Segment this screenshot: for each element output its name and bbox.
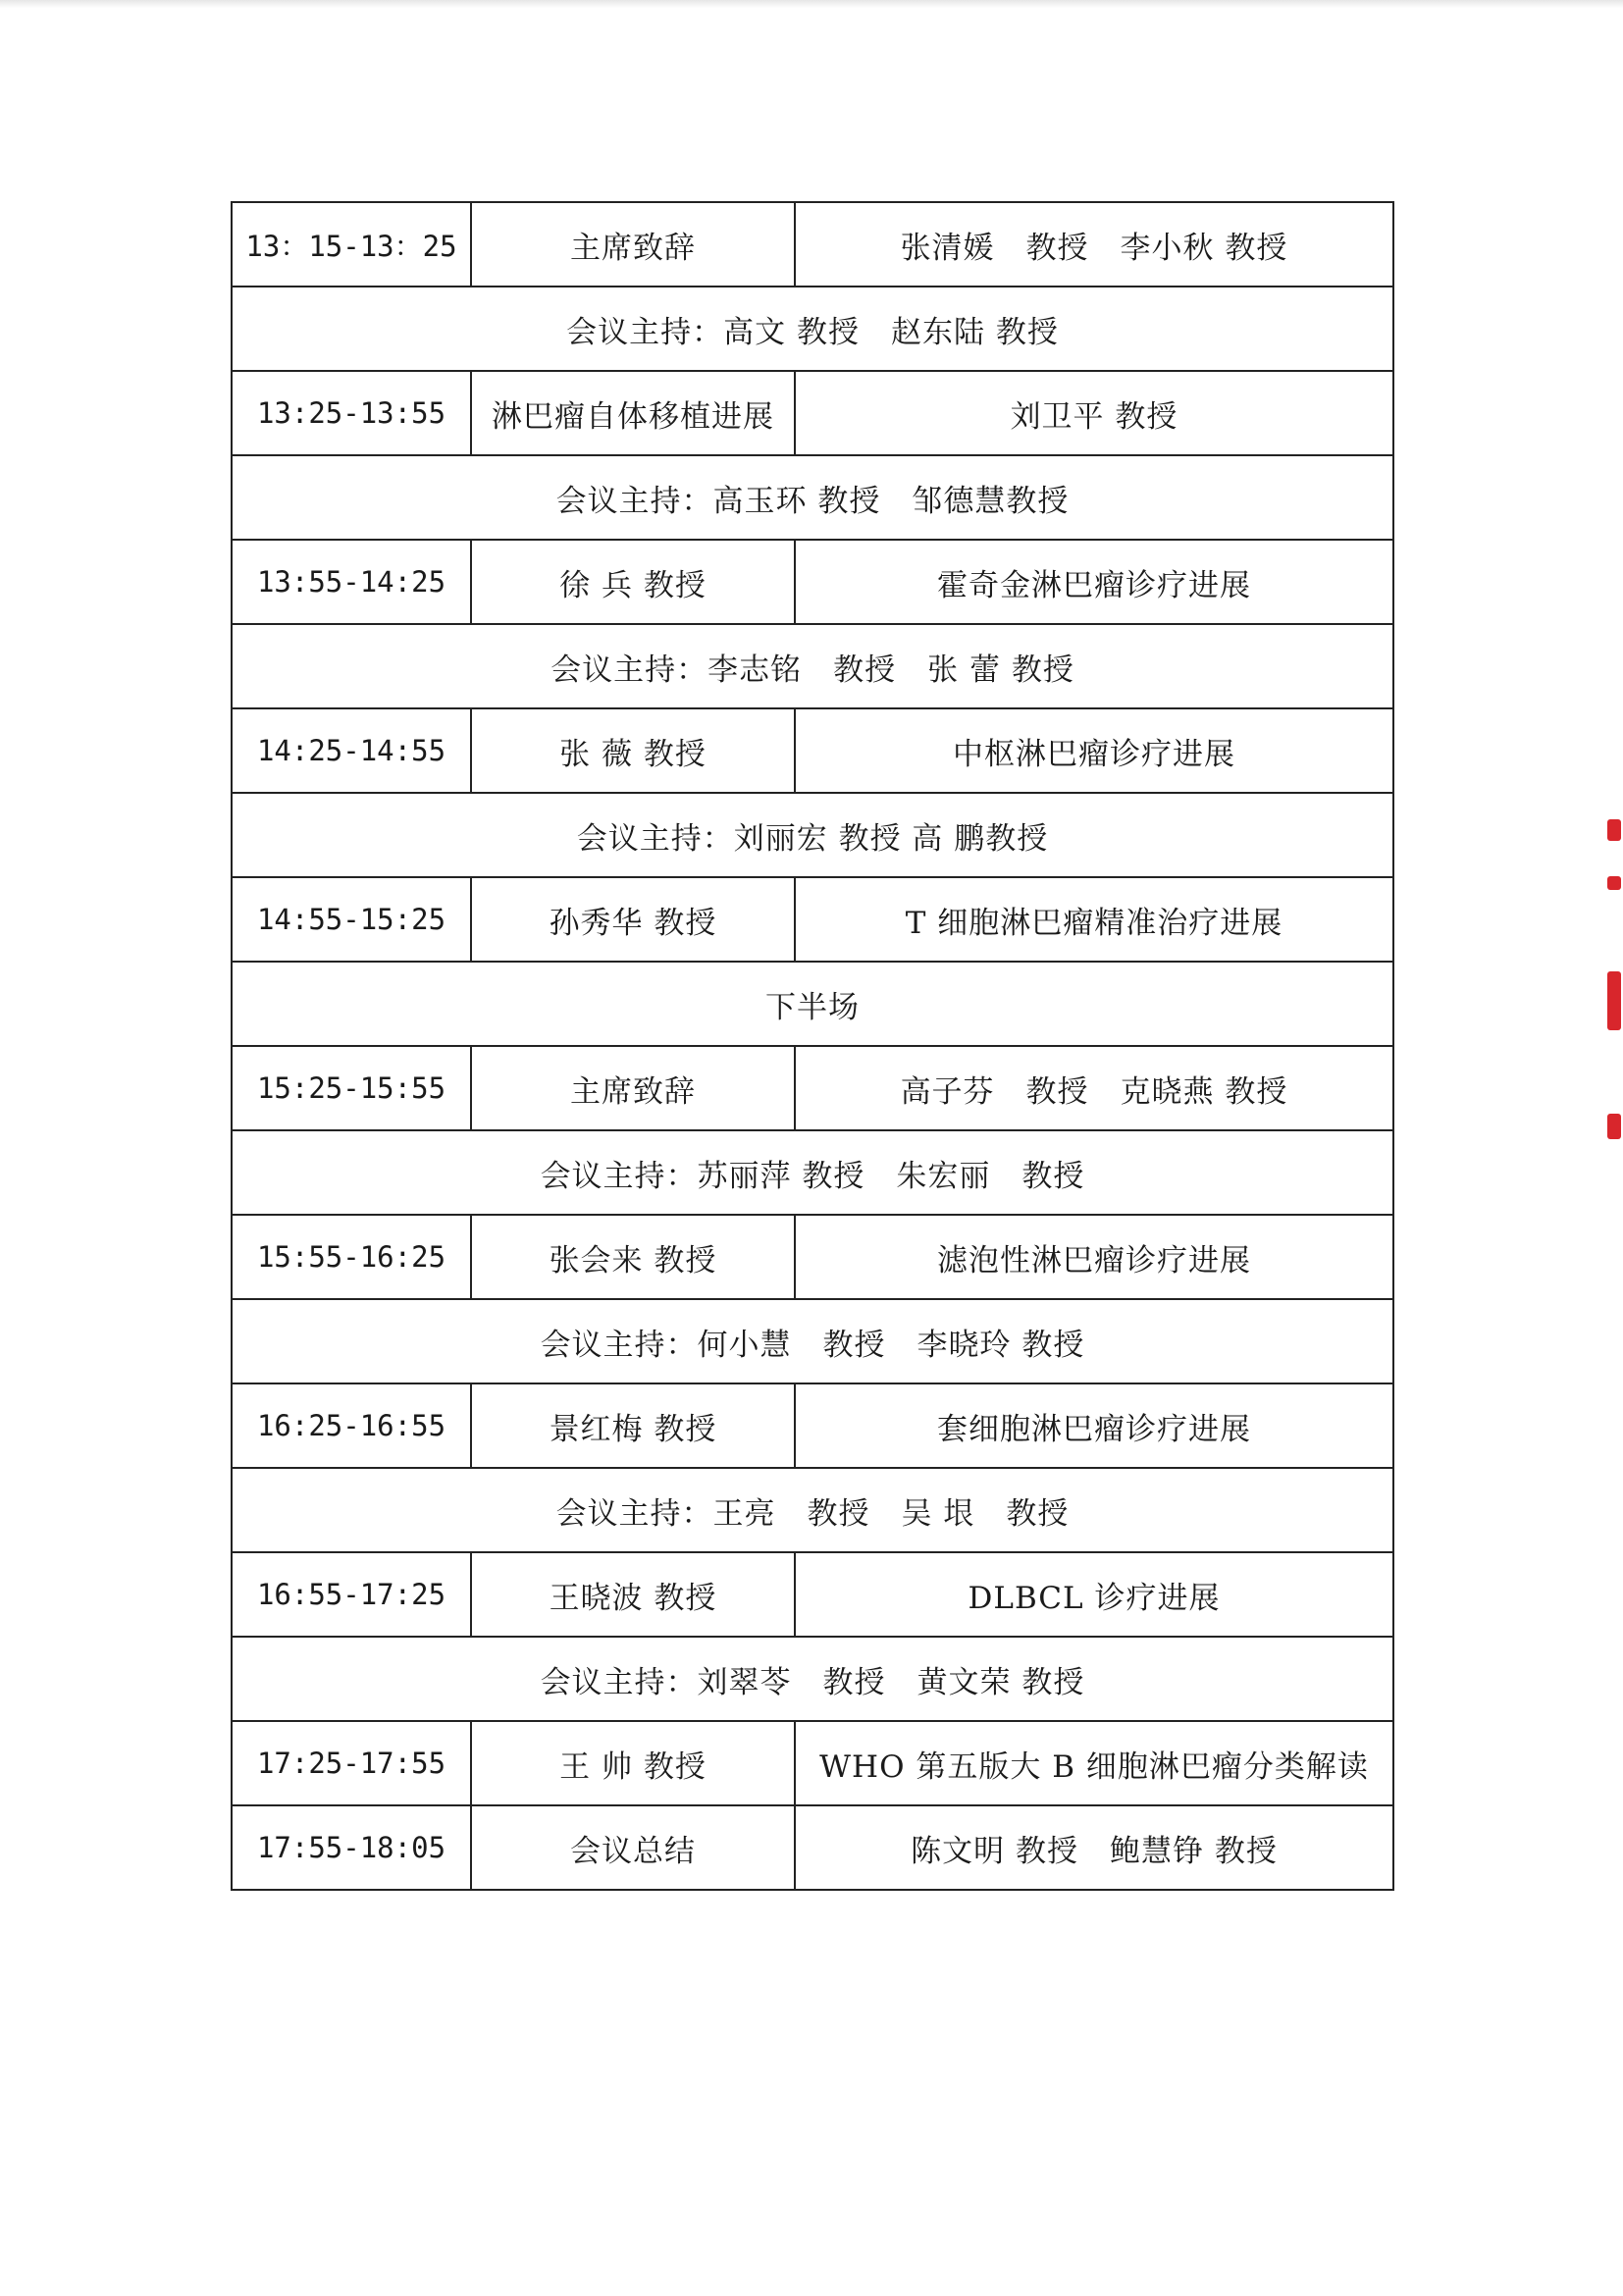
session-row xyxy=(232,1721,1393,1805)
session-detail: 张清媛 教授 李小秋 教授 xyxy=(795,202,1393,287)
session-time: 16:25-16:55 xyxy=(232,1383,471,1468)
session-topic-or-speaker: 景红梅 教授 xyxy=(471,1383,795,1468)
session-detail: DLBCL 诊疗进展 xyxy=(795,1552,1393,1637)
agenda-table xyxy=(231,201,1394,1891)
session-topic-or-speaker: 孙秀华 教授 xyxy=(471,877,795,962)
host-row xyxy=(232,1130,1393,1215)
stamp-mark-2 xyxy=(1607,876,1621,890)
session-time: 15:25-15:55 xyxy=(232,1046,471,1130)
session-topic-or-speaker: 淋巴瘤自体移植进展 xyxy=(471,371,795,455)
session-row xyxy=(232,540,1393,624)
session-topic-or-speaker: 主席致辞 xyxy=(471,202,795,287)
stamp-mark-1 xyxy=(1607,819,1621,841)
session-topic-or-speaker: 会议总结 xyxy=(471,1805,795,1890)
host-row xyxy=(232,1637,1393,1721)
scan-edge xyxy=(0,0,1623,8)
session-detail: 陈文明 教授 鲍慧铮 教授 xyxy=(795,1805,1393,1890)
session-topic-or-speaker: 张会来 教授 xyxy=(471,1215,795,1299)
session-detail: 套细胞淋巴瘤诊疗进展 xyxy=(795,1383,1393,1468)
session-topic-or-speaker: 张 薇 教授 xyxy=(471,708,795,793)
session-time: 17:25-17:55 xyxy=(232,1721,471,1805)
session-topic-or-speaker: 王 帅 教授 xyxy=(471,1721,795,1805)
session-row xyxy=(232,877,1393,962)
session-time: 15:55-16:25 xyxy=(232,1215,471,1299)
session-topic-or-speaker: 徐 兵 教授 xyxy=(471,540,795,624)
agenda-body xyxy=(232,202,1393,1890)
session-time: 14:55-15:25 xyxy=(232,877,471,962)
host-text: 会议主持：刘翠苓 教授 黄文荣 教授 xyxy=(232,1637,1393,1721)
session-topic-or-speaker: 王晓波 教授 xyxy=(471,1552,795,1637)
session-row xyxy=(232,1046,1393,1130)
session-time: 14:25-14:55 xyxy=(232,708,471,793)
session-time: 13：15-13：25 xyxy=(232,202,471,287)
host-text: 会议主持：王亮 教授 吴 垠 教授 xyxy=(232,1468,1393,1552)
session-row xyxy=(232,202,1393,287)
session-topic-or-speaker: 主席致辞 xyxy=(471,1046,795,1130)
host-text: 会议主持：高玉环 教授 邹德慧教授 xyxy=(232,455,1393,540)
host-row xyxy=(232,624,1393,708)
session-time: 13:55-14:25 xyxy=(232,540,471,624)
host-row xyxy=(232,287,1393,371)
host-row xyxy=(232,455,1393,540)
host-row xyxy=(232,1468,1393,1552)
session-detail: T 细胞淋巴瘤精准治疗进展 xyxy=(795,877,1393,962)
host-text: 会议主持：刘丽宏 教授 高 鹏教授 xyxy=(232,793,1393,877)
session-detail: 刘卫平 教授 xyxy=(795,371,1393,455)
host-text: 下半场 xyxy=(232,962,1393,1046)
session-row xyxy=(232,1552,1393,1637)
stamp-mark-3 xyxy=(1607,971,1621,1030)
stamp-mark-4 xyxy=(1607,1114,1621,1139)
session-time: 13:25-13:55 xyxy=(232,371,471,455)
session-detail: 高子芬 教授 克晓燕 教授 xyxy=(795,1046,1393,1130)
host-text: 会议主持：高文 教授 赵东陆 教授 xyxy=(232,287,1393,371)
session-detail: 滤泡性淋巴瘤诊疗进展 xyxy=(795,1215,1393,1299)
session-time: 17:55-18:05 xyxy=(232,1805,471,1890)
host-text: 会议主持：李志铭 教授 张 蕾 教授 xyxy=(232,624,1393,708)
host-row xyxy=(232,962,1393,1046)
session-row xyxy=(232,1383,1393,1468)
session-time: 16:55-17:25 xyxy=(232,1552,471,1637)
session-row xyxy=(232,1805,1393,1890)
host-row xyxy=(232,793,1393,877)
host-row xyxy=(232,1299,1393,1383)
session-detail: 中枢淋巴瘤诊疗进展 xyxy=(795,708,1393,793)
host-text: 会议主持：何小慧 教授 李晓玲 教授 xyxy=(232,1299,1393,1383)
session-row xyxy=(232,1215,1393,1299)
session-row xyxy=(232,371,1393,455)
host-text: 会议主持：苏丽萍 教授 朱宏丽 教授 xyxy=(232,1130,1393,1215)
session-row xyxy=(232,708,1393,793)
session-detail: WHO 第五版大 B 细胞淋巴瘤分类解读 xyxy=(795,1721,1393,1805)
session-detail: 霍奇金淋巴瘤诊疗进展 xyxy=(795,540,1393,624)
